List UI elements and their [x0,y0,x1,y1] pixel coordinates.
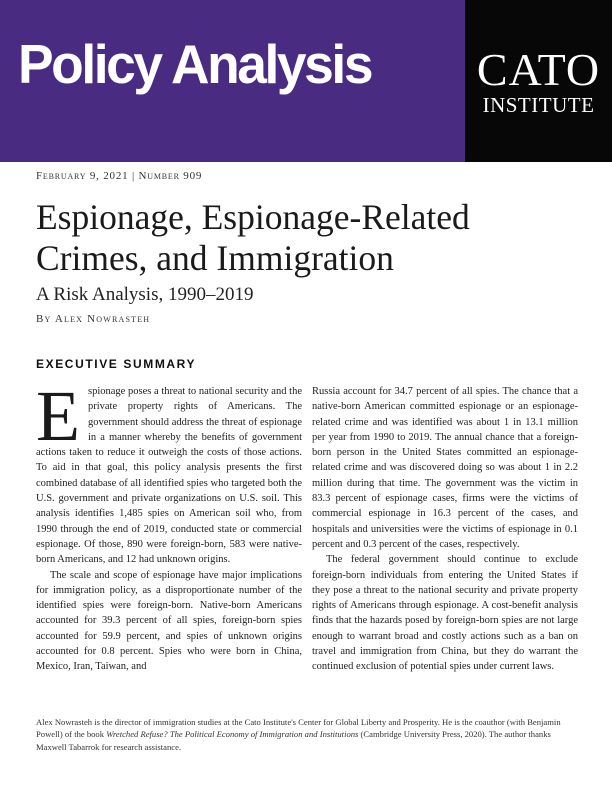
executive-summary-heading: EXECUTIVE SUMMARY [36,357,197,371]
body-paragraph-3: Russia account for 34.7 percent of all spies. The chance that a native-born American committed espionage or an espionage-related crime and was identified was about 1 in 13.1 million per year from 1990 to 2019. The annual chance that a foreign-born person in the United States committed an espionage-related crime and was discovered doing so was about 1 in 2.2 million during that time. The government was the victim in 83.3 percent of espionage cases, firms were the victims of commercial espionage in 16.3 percent of the cases, and hospitals and universities were the victims of espionage in 0.1 percent and 0.3 percent of the cases, respectively. [312,386,578,550]
document-subtitle: A Risk Analysis, 1990–2019 [36,284,254,305]
dateline: February 9, 2021 | Number 909 [36,170,203,182]
body-paragraph-1 [36,376,302,568]
footnote-book-title: Wretched Refuse? The Political Economy of Immigration and Institutions [106,729,359,740]
banner-purple-panel [0,0,465,162]
logo-cato-text: CATO [476,44,601,95]
author-footnote [36,716,576,753]
title-line-1: Espionage, Espionage-Related [36,197,470,237]
body-column-left [36,376,302,675]
footnote-text-1: Alex Nowrasteh is the director of immigration studies at the Cato Institute's Center for Global Liberty and Prosperity. He is the coauthor (with Benjamin Powell) of the book [36,717,561,740]
body-column-right [312,384,578,675]
logo-institute-text: INSTITUTE [482,93,595,117]
title-line-2: Crimes, and Immigration [36,238,394,278]
header-banner [0,0,612,162]
drop-cap: E [36,376,80,456]
paragraph-1-text: spionage poses a threat to national security and the private property rights of Americans. The government should address the threat of espionage in a manner whereby the benefits of government actions taken to reduce it outweigh the costs of those actions. To aid in that goal, this policy analysis presents the first combined database of all identified spies who targeted both the U.S. government and private organizations on U.S. soil. This analysis identifies 1,485 spies on American soil who, from 1990 through the end of 2019, conducted state or commercial espionage. Of those, 890 were foreign-born, 583 were native-born Americans, and 12 had unknown origins. [36,386,302,566]
cato-institute-logo [471,44,606,117]
body-paragraph-2: The scale and scope of espionage have major implications for immigration policy, as a disproportionate number of the identified spies were foreign-born. Native-born Americans accounted for 39.3 percent of all spies, foreign-born spies accounted for 59.9 percent, and spies of unknown origins accounted for 0.8 percent. Spies who were born in China, Mexico, Iran, Taiwan, and [36,569,302,673]
body-paragraph-4: The federal government should continue to exclude foreign-born individuals from entering the United States if they pose a threat to the national security and private property rights of Americans through espionage. A cost-benefit analysis finds that the hazards posed by foreign-born spies are not large enough to warrant broad and costly actions such as a ban on travel and immigration from China, but they do warrant the continued exclusion of potential spies under current laws. [312,554,578,673]
footnote-text-2: (Cambridge University Press, 2020). The author thanks Maxwell Tabarrok for research assistance. [36,729,551,752]
document-title [36,197,596,279]
author-byline: By Alex Nowrasteh [36,313,151,325]
series-title: Policy Analysis [18,33,372,95]
